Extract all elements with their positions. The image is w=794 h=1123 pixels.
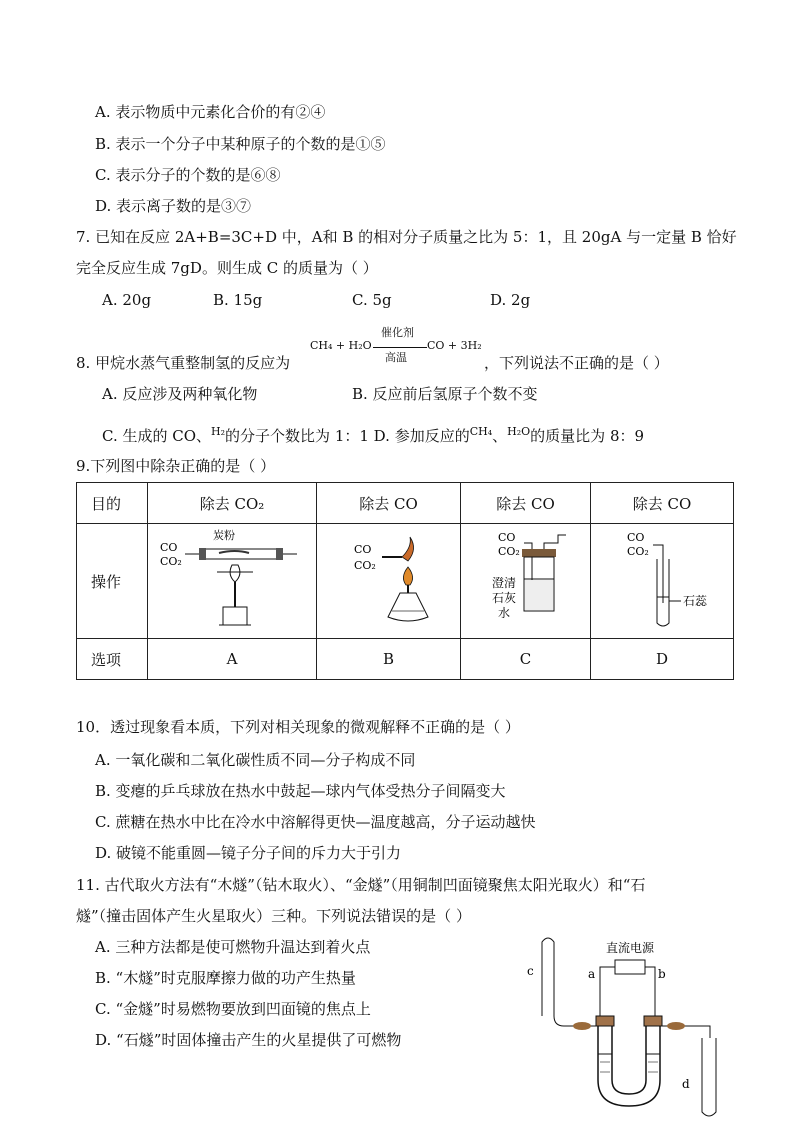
q9-operation-label: 操作: [77, 524, 148, 639]
q9-header-row: [77, 483, 734, 524]
q10-option-a: A. 一氧化碳和二氧化碳性质不同—分子构成不同: [95, 751, 416, 769]
label-limewater-3: 水: [497, 606, 510, 620]
q11-stem-line1: 11. 古代取火方法有“木燧”（钻木取火）、“金燧”（用铜制凹面镜聚焦太阳光取火）和“石: [76, 876, 646, 894]
label-co: CO: [160, 541, 178, 554]
label-co: CO: [497, 531, 515, 544]
q9-choice-d: D: [591, 639, 734, 680]
q10-option-c: C. 蔗糖在热水中比在冷水中溶解得更快—温度越高，分子运动越快: [95, 813, 536, 831]
q7-option-a: A. 20g: [102, 291, 152, 309]
u-tube-inner: [612, 1026, 646, 1094]
label-co2: CO₂: [627, 545, 649, 558]
burner-apparatus: [324, 527, 454, 631]
heated-tube-apparatus: [157, 527, 307, 631]
q9-choice-a: A: [148, 639, 317, 680]
q11-option-a: A. 三种方法都是使可燃物升温达到着火点: [95, 938, 371, 956]
equation-condition: 高温: [385, 351, 407, 364]
q8-option-c-part3: 的质量比为 8：9: [530, 427, 645, 445]
label-power-supply: 直流电源: [606, 941, 655, 955]
wash-bottle-apparatus: [466, 527, 586, 631]
q9-stem: 9.下列图中除杂正确的是（ ）: [76, 457, 276, 475]
test-tube-apparatus: [597, 527, 727, 631]
q9-choice-c: C: [461, 639, 591, 680]
q9-choice-b: B: [317, 639, 461, 680]
q8-stem-left: 8. 甲烷水蒸气重整制氢的反应为: [76, 354, 291, 372]
q7-option-d: D. 2g: [490, 291, 531, 309]
q9-diagram-b: [317, 524, 461, 639]
q10-option-d: D. 破镜不能重圆—镜子分子间的斥力大于引力: [95, 844, 402, 862]
q10-option-b: B. 变瘪的乒乓球放在热水中鼓起—球内气体受热分子间隔变大: [95, 782, 506, 800]
equation-products: CO + 3H₂: [427, 339, 482, 352]
q11-option-d: D. “石燧”时固体撞击产生的火星提供了可燃物: [95, 1031, 402, 1049]
q11-option-b: B. “木燧”时克服摩擦力做的功产生热量: [95, 969, 356, 987]
label-d: d: [682, 1077, 690, 1091]
q11-option-c: C. “金燧”时易燃物要放到凹面镜的焦点上: [95, 1000, 371, 1018]
q9-choice-label: 选项: [77, 639, 148, 680]
equation-catalyst: 催化剂: [381, 326, 414, 339]
label-a: a: [588, 967, 596, 981]
q9-diagram-c: [461, 524, 591, 639]
q9-purpose-c: 除去 CO: [461, 483, 591, 524]
q6-option-b: B. 表示一个分子中某种原子的个数的是①⑤: [95, 135, 386, 153]
label-co: CO: [353, 543, 371, 556]
label-b: b: [658, 967, 666, 981]
q9-purpose-a: 除去 CO₂: [148, 483, 317, 524]
test-tube-c: [542, 938, 554, 1016]
q8-option-a: A. 反应涉及两种氧化物: [102, 385, 258, 403]
q9-table: [76, 482, 734, 680]
q9-diagram-a: [148, 524, 317, 639]
q8-option-cd: [102, 422, 644, 446]
power-supply-box: [615, 960, 645, 974]
equation-arrow-line: [373, 346, 427, 349]
q9-header-label: 目的: [77, 483, 148, 524]
q8-option-c-sep: 、: [492, 427, 508, 445]
q9-choice-row: [77, 639, 734, 680]
q6-option-a: A. 表示物质中元素化合价的有②④: [95, 103, 326, 121]
q7-stem-line2: 完全反应生成 7gD。则生成 C 的质量为（ ）: [76, 259, 378, 277]
q9-diagram-d: [591, 524, 734, 639]
label-carbon-powder: 炭粉: [213, 529, 235, 542]
label-co2: CO₂: [160, 555, 182, 568]
test-tube-d: [702, 1038, 716, 1116]
q7-option-c: C. 5g: [352, 291, 392, 309]
label-litmus: 石蕊: [683, 594, 708, 608]
q7-stem-line1: 7. 已知在反应 2A+B=3C+D 中，A和 B 的相对分子质量之比为 5：1，且 20gA 与一定量 B 恰好: [76, 228, 737, 246]
label-co2: CO₂: [497, 545, 520, 558]
label-co2: CO₂: [353, 559, 376, 572]
q8-equation: [310, 326, 485, 370]
label-co: CO: [627, 531, 645, 544]
q9-operation-row: [77, 524, 734, 639]
q10-stem: 10．透过现象看本质，下列对相关现象的微观解释不正确的是（ ）: [76, 718, 520, 736]
ch4-formula: CH₄: [469, 425, 493, 438]
q9-purpose-d: 除去 CO: [591, 483, 734, 524]
h2-formula: H₂: [211, 425, 226, 438]
q6-option-d: D. 表示离子数的是③⑦: [95, 197, 252, 215]
electrolysis-apparatus: [520, 930, 750, 1122]
q8-stem-right: ，下列说法不正确的是（ ）: [484, 354, 669, 372]
q7-option-b: B. 15g: [213, 291, 263, 309]
equation-reactants: CH₄ + H₂O: [310, 339, 372, 352]
h2o-formula: H₂O: [507, 425, 531, 438]
q8-option-c-part2: 的分子个数比为 1：1 D. 参加反应的: [225, 427, 470, 445]
label-limewater-1: 澄清: [491, 576, 516, 590]
q8-option-c-part1: C. 生成的 CO、: [102, 427, 212, 445]
label-c: c: [527, 964, 534, 978]
label-limewater-2: 石灰: [491, 591, 516, 605]
q8-option-b: B. 反应前后氢原子个数不变: [352, 385, 538, 403]
q9-purpose-b: 除去 CO: [317, 483, 461, 524]
q11-stem-line2: 燧”（撞击固体产生火星取火）三种。下列说法错误的是（ ）: [76, 907, 471, 925]
q6-option-c: C. 表示分子的个数的是⑥⑧: [95, 166, 281, 184]
